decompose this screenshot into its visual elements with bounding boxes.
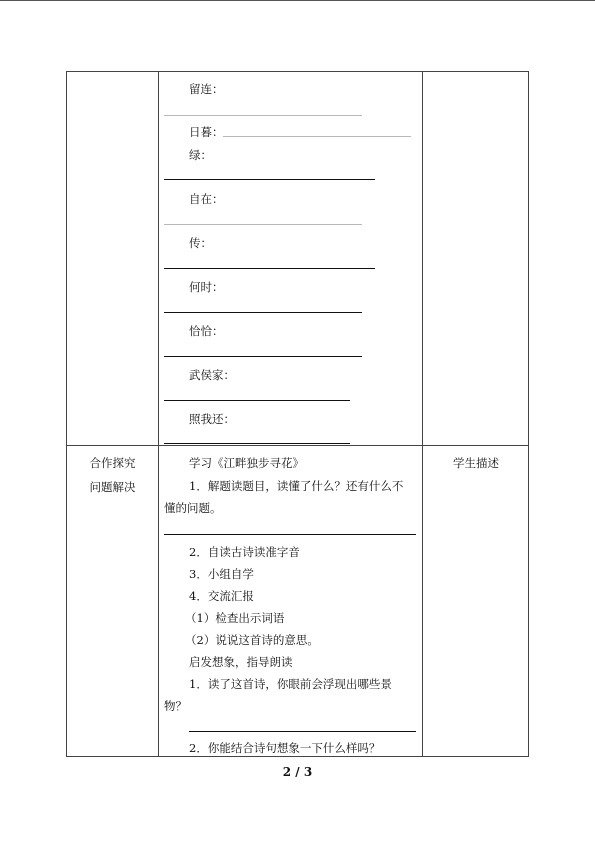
activity-line: 3．小组自学 xyxy=(189,567,254,581)
row-divider xyxy=(67,445,528,446)
answer-line xyxy=(164,312,362,313)
activity-line: 4．交流汇报 xyxy=(189,589,254,603)
answer-line xyxy=(164,534,416,535)
activity-heading: 学习《江畔独步寻花》 xyxy=(189,456,304,470)
activity-line: 懂的问题。 xyxy=(164,501,222,515)
answer-line xyxy=(189,731,416,732)
activity-line: 启发想象，指导朗读 xyxy=(189,655,293,669)
activity-line: 1．读了这首诗，你眼前会浮现出哪些景 xyxy=(189,677,392,691)
answer-line xyxy=(164,179,375,180)
activity-line: 1．解题读题目，读懂了什么？还有什么不 xyxy=(189,479,404,493)
vocab-item-heshi: 何时： xyxy=(189,280,224,294)
activity-line: 2．你能结合诗句想象一下什么样吗？ xyxy=(189,741,381,755)
lesson-table xyxy=(66,71,529,757)
stage-label-line2: 问题解决 xyxy=(89,480,136,494)
answer-line xyxy=(164,268,375,269)
answer-line xyxy=(164,400,350,401)
answer-line xyxy=(223,136,411,137)
activity-line: 物？ xyxy=(164,699,187,713)
vocab-item-chuan: 传： xyxy=(189,236,212,250)
vocab-item-lv: 绿： xyxy=(189,148,212,162)
activity-line: （1）检查出示词语 xyxy=(185,611,285,625)
activity-line: 2．自读古诗读准字音 xyxy=(189,545,300,559)
column-divider-right xyxy=(422,72,423,756)
stage-label-line1: 合作探究 xyxy=(89,456,136,470)
answer-line xyxy=(164,443,350,444)
header-rule xyxy=(0,0,595,1)
vocab-item-zhaowohuan: 照我还： xyxy=(189,412,235,426)
vocab-item-zizai: 自在： xyxy=(189,192,224,206)
answer-line xyxy=(164,115,362,116)
activity-line: （2）说说这首诗的意思。 xyxy=(185,633,319,647)
answer-line xyxy=(164,224,362,225)
vocab-item-rimu: 日暮： xyxy=(189,125,224,139)
answer-line xyxy=(164,356,362,357)
page-number: 2 / 3 xyxy=(282,765,313,779)
column-divider-left xyxy=(158,72,159,756)
student-activity-label: 学生描述 xyxy=(453,456,499,470)
vocab-item-wuhoujia: 武侯家： xyxy=(189,368,235,382)
vocab-item-qiaqia: 恰恰： xyxy=(189,324,224,338)
vocab-item-liulian: 留连： xyxy=(189,82,224,96)
